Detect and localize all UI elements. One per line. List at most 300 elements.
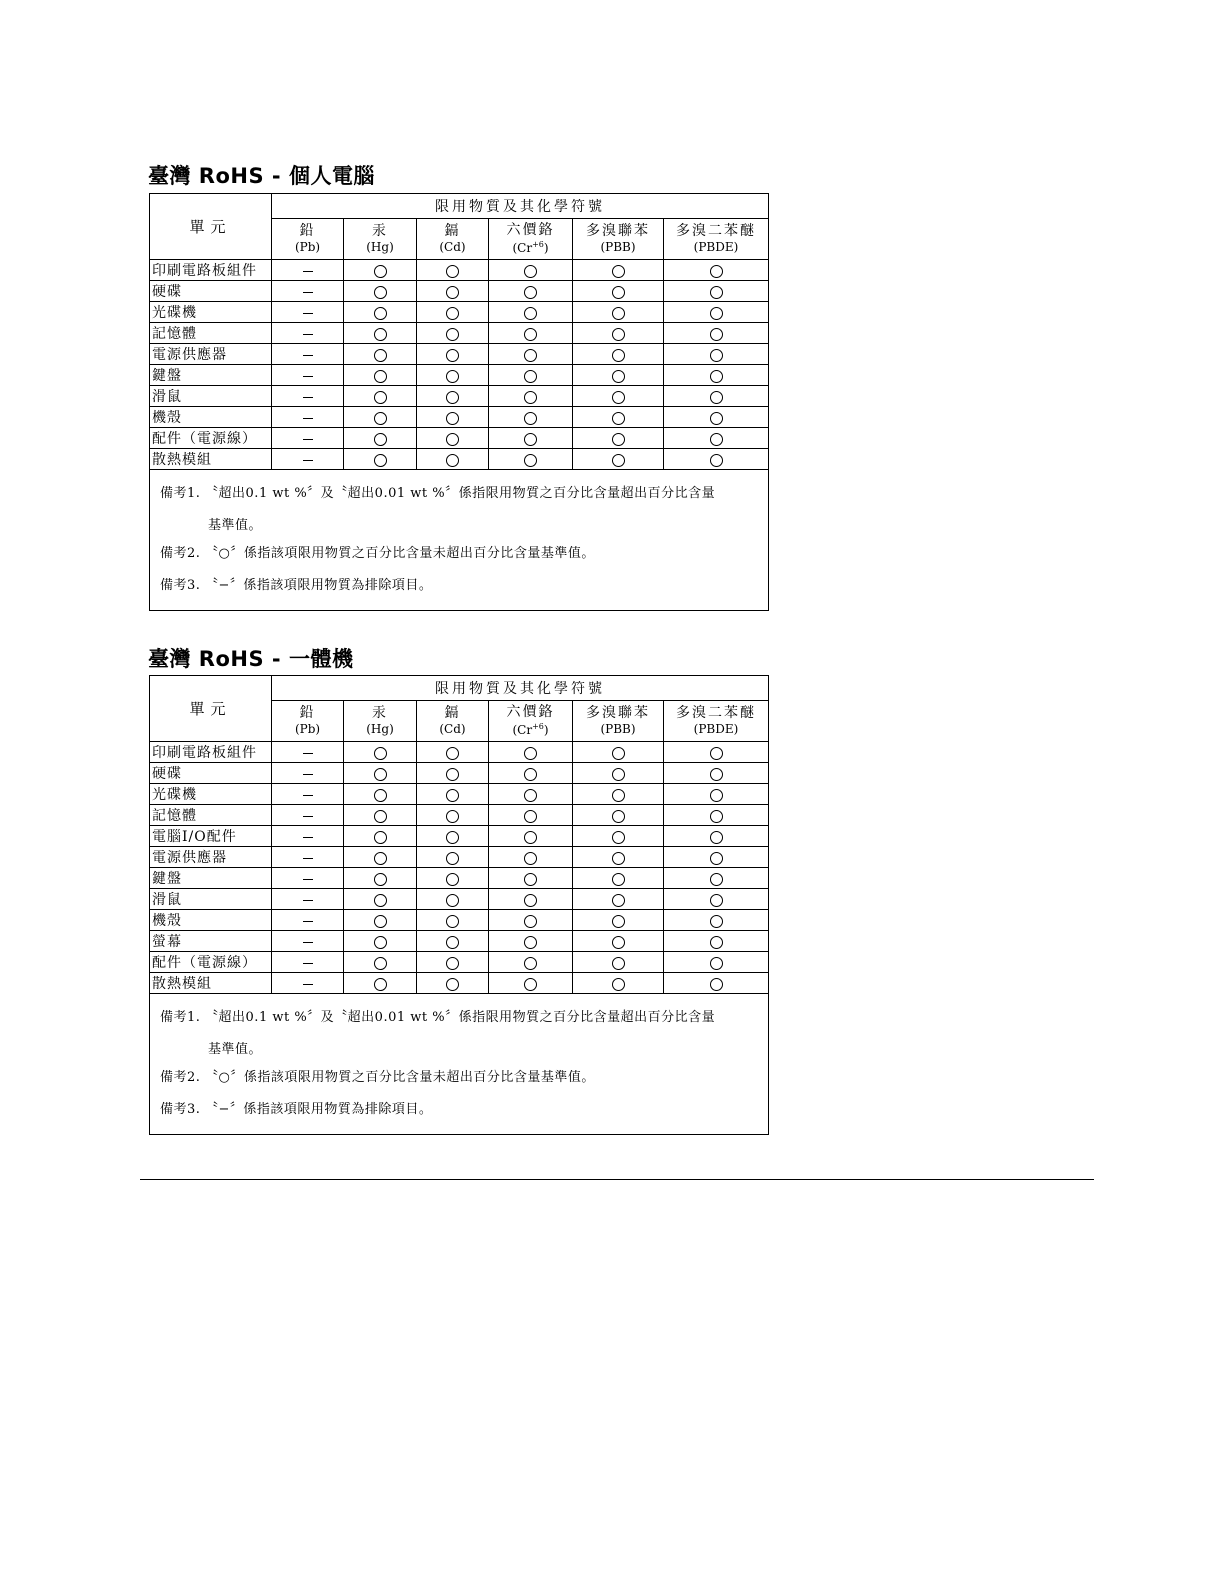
mark-cell	[272, 407, 344, 428]
symbol-text: (PBB)	[600, 240, 636, 255]
mark-cell	[272, 763, 344, 784]
substance-header	[573, 219, 664, 260]
circle-mark-icon	[374, 915, 387, 928]
circle-mark-icon	[446, 265, 459, 278]
unit-name: 電源供應器	[150, 847, 272, 868]
mark-cell	[664, 952, 769, 973]
symbol-superscript: +6	[532, 239, 544, 249]
mark-cell	[489, 973, 573, 994]
circle-mark-icon	[612, 349, 625, 362]
notes-cell	[150, 470, 769, 611]
mark-cell	[272, 826, 344, 847]
mark-cell	[664, 365, 769, 386]
circle-mark-icon	[612, 978, 625, 991]
circle-mark-icon	[710, 957, 723, 970]
mark-cell	[489, 784, 573, 805]
note-2: 備考2. 〝○〞係指該項限用物質之百分比含量未超出百分比含量基準值。	[160, 546, 595, 561]
substance-header	[272, 701, 344, 742]
circle-mark-icon	[524, 957, 537, 970]
circle-mark-icon	[446, 957, 459, 970]
circle-mark-icon	[524, 852, 537, 865]
rohs-table-aio	[149, 675, 769, 1135]
mark-cell	[489, 826, 573, 847]
circle-mark-icon	[524, 412, 537, 425]
mark-cell	[417, 260, 489, 281]
substance-header	[417, 219, 489, 260]
mark-cell	[417, 889, 489, 910]
table-body	[150, 742, 769, 994]
circle-mark-icon	[374, 894, 387, 907]
unit-name: 配件（電源線）	[150, 952, 272, 973]
restricted-substances-header: 限用物質及其化學符號	[272, 194, 769, 219]
substance-name: 鉛	[299, 704, 316, 721]
circle-mark-icon	[374, 307, 387, 320]
substance-header	[344, 219, 417, 260]
footer-divider	[140, 1179, 1094, 1180]
circle-mark-icon	[374, 852, 387, 865]
circle-mark-icon	[612, 412, 625, 425]
mark-cell	[417, 742, 489, 763]
dash-mark-icon	[303, 984, 313, 985]
substance-symbol	[664, 240, 768, 255]
mark-cell	[272, 952, 344, 973]
mark-cell	[272, 302, 344, 323]
unit-name: 光碟機	[150, 302, 272, 323]
mark-cell	[344, 386, 417, 407]
mark-cell	[344, 868, 417, 889]
circle-mark-icon	[524, 349, 537, 362]
circle-mark-icon	[710, 789, 723, 802]
mark-cell	[272, 784, 344, 805]
mark-cell	[489, 281, 573, 302]
mark-cell	[272, 428, 344, 449]
mark-cell	[573, 931, 664, 952]
substance-name: 鎘	[444, 704, 461, 721]
mark-cell	[344, 302, 417, 323]
mark-cell	[664, 805, 769, 826]
mark-cell	[489, 428, 573, 449]
table-row	[150, 910, 769, 931]
table-row	[150, 868, 769, 889]
mark-cell	[344, 428, 417, 449]
table-row	[150, 952, 769, 973]
mark-cell	[573, 847, 664, 868]
mark-cell	[664, 973, 769, 994]
symbol-text: (Cr	[512, 240, 533, 255]
circle-mark-icon	[374, 433, 387, 446]
circle-mark-icon	[524, 391, 537, 404]
mark-cell	[573, 344, 664, 365]
substance-symbol	[272, 240, 343, 255]
circle-mark-icon	[612, 894, 625, 907]
mark-cell	[573, 826, 664, 847]
circle-mark-icon	[524, 810, 537, 823]
circle-mark-icon	[374, 873, 387, 886]
substance-header	[573, 701, 664, 742]
mark-cell	[417, 281, 489, 302]
substance-symbol	[489, 722, 572, 738]
note-3: 備考3. 〝−〞係指該項限用物質為排除項目。	[160, 1102, 433, 1117]
circle-mark-icon	[612, 307, 625, 320]
symbol-text-end: )	[543, 722, 549, 737]
circle-mark-icon	[446, 873, 459, 886]
dash-mark-icon	[303, 292, 313, 293]
circle-mark-icon	[524, 831, 537, 844]
mark-cell	[344, 344, 417, 365]
circle-mark-icon	[374, 349, 387, 362]
circle-mark-icon	[446, 768, 459, 781]
mark-cell	[344, 784, 417, 805]
circle-mark-icon	[612, 873, 625, 886]
mark-cell	[417, 763, 489, 784]
dash-mark-icon	[303, 900, 313, 901]
circle-mark-icon	[446, 852, 459, 865]
circle-mark-icon	[524, 915, 537, 928]
mark-cell	[664, 386, 769, 407]
circle-mark-icon	[446, 789, 459, 802]
circle-mark-icon	[446, 307, 459, 320]
mark-cell	[417, 868, 489, 889]
table-row	[150, 344, 769, 365]
mark-cell	[417, 826, 489, 847]
circle-mark-icon	[374, 328, 387, 341]
substance-name: 多溴聯苯	[586, 704, 650, 721]
circle-mark-icon	[374, 978, 387, 991]
unit-name: 機殼	[150, 407, 272, 428]
table-row	[150, 973, 769, 994]
mark-cell	[489, 952, 573, 973]
substance-name: 鉛	[299, 222, 316, 239]
substance-name: 六價鉻	[506, 704, 555, 721]
mark-cell	[573, 365, 664, 386]
circle-mark-icon	[374, 747, 387, 760]
unit-name: 硬碟	[150, 763, 272, 784]
mark-cell	[489, 910, 573, 931]
note-3: 備考3. 〝−〞係指該項限用物質為排除項目。	[160, 578, 433, 593]
circle-mark-icon	[374, 391, 387, 404]
mark-cell	[489, 931, 573, 952]
circle-mark-icon	[374, 265, 387, 278]
mark-cell	[272, 260, 344, 281]
circle-mark-icon	[446, 831, 459, 844]
mark-cell	[272, 323, 344, 344]
circle-mark-icon	[524, 894, 537, 907]
symbol-text: (Pb)	[294, 722, 321, 737]
mark-cell	[272, 847, 344, 868]
circle-mark-icon	[710, 810, 723, 823]
dash-mark-icon	[303, 837, 313, 838]
mark-cell	[664, 826, 769, 847]
substance-header	[664, 219, 769, 260]
circle-mark-icon	[374, 936, 387, 949]
mark-cell	[344, 281, 417, 302]
substance-symbol	[573, 240, 663, 255]
table-row	[150, 428, 769, 449]
circle-mark-icon	[710, 265, 723, 278]
circle-mark-icon	[374, 831, 387, 844]
table-body	[150, 260, 769, 470]
mark-cell	[664, 323, 769, 344]
dash-mark-icon	[303, 313, 313, 314]
unit-name: 螢幕	[150, 931, 272, 952]
mark-cell	[344, 763, 417, 784]
mark-cell	[417, 805, 489, 826]
mark-cell	[489, 742, 573, 763]
symbol-text: (Cd)	[439, 240, 466, 255]
note-1-continued: 基準值。	[208, 1042, 263, 1057]
unit-name: 鍵盤	[150, 365, 272, 386]
mark-cell	[344, 323, 417, 344]
mark-cell	[489, 344, 573, 365]
circle-mark-icon	[612, 370, 625, 383]
mark-cell	[417, 302, 489, 323]
dash-mark-icon	[303, 334, 313, 335]
circle-mark-icon	[710, 915, 723, 928]
mark-cell	[417, 386, 489, 407]
substance-header	[664, 701, 769, 742]
table-row	[150, 407, 769, 428]
circle-mark-icon	[524, 307, 537, 320]
mark-cell	[272, 805, 344, 826]
circle-mark-icon	[710, 978, 723, 991]
circle-mark-icon	[612, 433, 625, 446]
mark-cell	[417, 365, 489, 386]
circle-mark-icon	[612, 286, 625, 299]
dash-mark-icon	[303, 397, 313, 398]
circle-mark-icon	[446, 747, 459, 760]
circle-mark-icon	[374, 789, 387, 802]
mark-cell	[272, 889, 344, 910]
circle-mark-icon	[524, 265, 537, 278]
circle-mark-icon	[612, 789, 625, 802]
substance-symbol	[573, 722, 663, 737]
dash-mark-icon	[303, 774, 313, 775]
circle-mark-icon	[446, 810, 459, 823]
mark-cell	[417, 973, 489, 994]
unit-name: 記憶體	[150, 805, 272, 826]
mark-cell	[272, 973, 344, 994]
mark-cell	[664, 302, 769, 323]
mark-cell	[272, 386, 344, 407]
substance-name: 汞	[372, 222, 388, 239]
mark-cell	[573, 805, 664, 826]
unit-name: 印刷電路板組件	[150, 260, 272, 281]
mark-cell	[573, 428, 664, 449]
mark-cell	[417, 344, 489, 365]
mark-cell	[272, 344, 344, 365]
circle-mark-icon	[446, 894, 459, 907]
mark-cell	[664, 910, 769, 931]
mark-cell	[489, 847, 573, 868]
mark-cell	[573, 784, 664, 805]
mark-cell	[664, 428, 769, 449]
mark-cell	[664, 407, 769, 428]
circle-mark-icon	[710, 454, 723, 467]
mark-cell	[344, 931, 417, 952]
mark-cell	[573, 868, 664, 889]
symbol-text: (Hg)	[366, 722, 394, 737]
mark-cell	[417, 323, 489, 344]
mark-cell	[344, 847, 417, 868]
unit-name: 機殼	[150, 910, 272, 931]
symbol-text-end: )	[543, 240, 549, 255]
substance-header	[344, 701, 417, 742]
substance-symbol	[344, 722, 416, 737]
table-row	[150, 365, 769, 386]
circle-mark-icon	[710, 852, 723, 865]
circle-mark-icon	[710, 307, 723, 320]
symbol-text: (Cd)	[439, 722, 466, 737]
mark-cell	[573, 302, 664, 323]
circle-mark-icon	[710, 936, 723, 949]
circle-mark-icon	[524, 286, 537, 299]
mark-cell	[417, 931, 489, 952]
circle-mark-icon	[446, 936, 459, 949]
dash-mark-icon	[303, 753, 313, 754]
circle-mark-icon	[446, 433, 459, 446]
circle-mark-icon	[612, 328, 625, 341]
mark-cell	[573, 260, 664, 281]
circle-mark-icon	[612, 831, 625, 844]
mark-cell	[573, 323, 664, 344]
dash-mark-icon	[303, 879, 313, 880]
note-2: 備考2. 〝○〞係指該項限用物質之百分比含量未超出百分比含量基準值。	[160, 1070, 595, 1085]
circle-mark-icon	[374, 454, 387, 467]
unit-name: 配件（電源線）	[150, 428, 272, 449]
unit-name: 硬碟	[150, 281, 272, 302]
circle-mark-icon	[524, 789, 537, 802]
circle-mark-icon	[612, 957, 625, 970]
unit-header: 單元	[150, 194, 272, 260]
mark-cell	[489, 805, 573, 826]
circle-mark-icon	[524, 747, 537, 760]
symbol-text: (PBB)	[600, 722, 636, 737]
table-row	[150, 386, 769, 407]
mark-cell	[489, 323, 573, 344]
circle-mark-icon	[374, 286, 387, 299]
dash-mark-icon	[303, 439, 313, 440]
symbol-text: (Hg)	[366, 240, 394, 255]
mark-cell	[417, 784, 489, 805]
unit-name: 記憶體	[150, 323, 272, 344]
circle-mark-icon	[710, 412, 723, 425]
circle-mark-icon	[374, 370, 387, 383]
unit-name: 滑鼠	[150, 889, 272, 910]
unit-name: 散熱模組	[150, 449, 272, 470]
mark-cell	[573, 407, 664, 428]
circle-mark-icon	[710, 831, 723, 844]
dash-mark-icon	[303, 460, 313, 461]
mark-cell	[489, 889, 573, 910]
circle-mark-icon	[374, 810, 387, 823]
mark-cell	[573, 386, 664, 407]
table-row	[150, 889, 769, 910]
restricted-substances-header: 限用物質及其化學符號	[272, 676, 769, 701]
symbol-text: (PBDE)	[693, 722, 739, 737]
table-row	[150, 742, 769, 763]
mark-cell	[344, 449, 417, 470]
mark-cell	[344, 952, 417, 973]
mark-cell	[272, 868, 344, 889]
mark-cell	[664, 784, 769, 805]
table-row	[150, 449, 769, 470]
substance-symbol	[417, 722, 488, 737]
note-1: 備考1. 〝超出0.1 wt %〞及〝超出0.01 wt %〞係指限用物質之百分比含量超出百分比含量	[160, 486, 716, 501]
circle-mark-icon	[612, 747, 625, 760]
unit-name: 鍵盤	[150, 868, 272, 889]
mark-cell	[344, 910, 417, 931]
substance-symbol	[489, 240, 572, 256]
symbol-superscript: +6	[532, 721, 544, 731]
unit-name: 電源供應器	[150, 344, 272, 365]
mark-cell	[489, 449, 573, 470]
mark-cell	[664, 260, 769, 281]
mark-cell	[417, 847, 489, 868]
substance-header	[489, 701, 573, 742]
notes-cell	[150, 994, 769, 1135]
circle-mark-icon	[612, 936, 625, 949]
table-row	[150, 302, 769, 323]
mark-cell	[573, 910, 664, 931]
mark-cell	[664, 847, 769, 868]
circle-mark-icon	[524, 328, 537, 341]
table-row	[150, 260, 769, 281]
circle-mark-icon	[446, 286, 459, 299]
table-row	[150, 323, 769, 344]
mark-cell	[272, 365, 344, 386]
substance-header	[417, 701, 489, 742]
symbol-text: (PBDE)	[693, 240, 739, 255]
circle-mark-icon	[612, 810, 625, 823]
table-row	[150, 281, 769, 302]
mark-cell	[489, 302, 573, 323]
substance-symbol	[272, 722, 343, 737]
mark-cell	[417, 449, 489, 470]
circle-mark-icon	[612, 265, 625, 278]
substance-symbol	[344, 240, 416, 255]
circle-mark-icon	[524, 936, 537, 949]
mark-cell	[573, 449, 664, 470]
unit-name: 印刷電路板組件	[150, 742, 272, 763]
substance-name: 鎘	[444, 222, 461, 239]
circle-mark-icon	[374, 957, 387, 970]
circle-mark-icon	[612, 852, 625, 865]
table-row	[150, 847, 769, 868]
dash-mark-icon	[303, 271, 313, 272]
mark-cell	[417, 952, 489, 973]
circle-mark-icon	[524, 978, 537, 991]
circle-mark-icon	[524, 433, 537, 446]
dash-mark-icon	[303, 942, 313, 943]
circle-mark-icon	[446, 328, 459, 341]
dash-mark-icon	[303, 355, 313, 356]
substance-name: 汞	[372, 704, 388, 721]
mark-cell	[272, 931, 344, 952]
mark-cell	[344, 973, 417, 994]
substance-symbol	[417, 240, 488, 255]
dash-mark-icon	[303, 858, 313, 859]
mark-cell	[664, 889, 769, 910]
circle-mark-icon	[710, 328, 723, 341]
mark-cell	[344, 826, 417, 847]
circle-mark-icon	[524, 873, 537, 886]
dash-mark-icon	[303, 816, 313, 817]
mark-cell	[344, 260, 417, 281]
symbol-text: (Cr	[512, 722, 533, 737]
circle-mark-icon	[710, 894, 723, 907]
mark-cell	[489, 868, 573, 889]
circle-mark-icon	[446, 915, 459, 928]
